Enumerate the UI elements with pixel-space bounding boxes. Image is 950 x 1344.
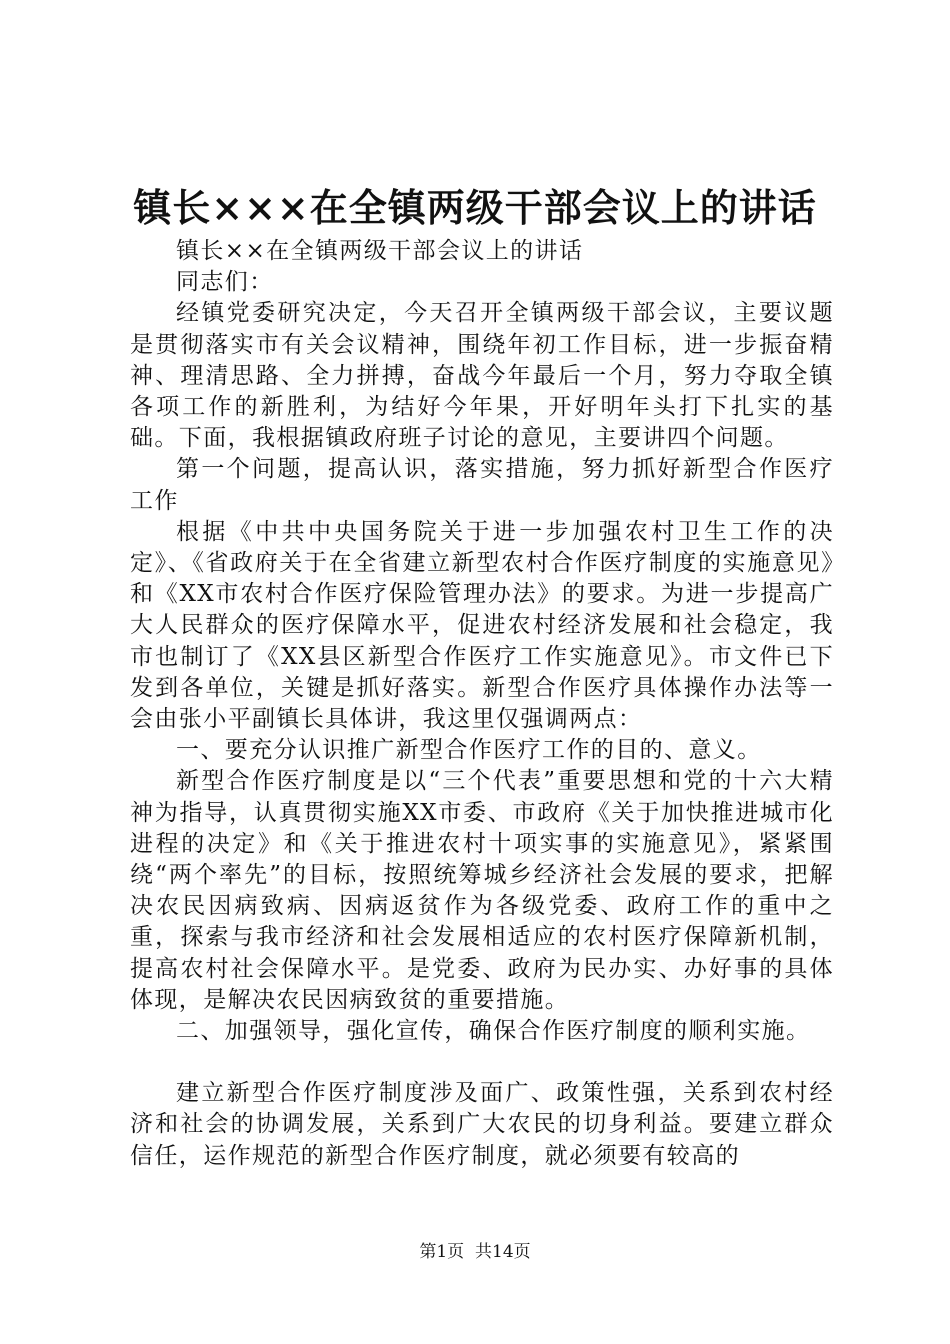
salutation-paragraph: 同志们：	[176, 269, 274, 296]
body-paragraph: 根据《中共中央国务院关于进一步加强农村卫生工作的决定》、《省政府关于在全省建立新型农村合作医疗制度的实施意见》和《XX市农村合作医疗保险管理办法》的要求。为进一步提高广大人民群众的医疗保障水平，促进农村经济发展和社会稳定，我市也制订了《XX县区新型合作医疗工作实施意见》。市文件已下发到各单位，关键是抓好落实。新型合作医疗具体操作办法等一会由张小平副镇长具体讲，我这里仅强调两点：	[130, 518, 834, 733]
body-paragraph: 建立新型合作医疗制度涉及面广、政策性强，关系到农村经济和社会的协调发展，关系到广大农民的切身利益。要建立群众信任，运作规范的新型合作医疗制度，就必须要有较高的	[130, 1080, 834, 1169]
body-paragraph: 新型合作医疗制度是以“三个代表”重要思想和党的十六大精神为指导，认真贯彻实施XX市委、市政府《关于加快推进城市化进程的决定》和《关于推进农村十项实事的实施意见》，紧紧围绕“两个率先”的目标，按照统筹城乡经济社会发展的要求，把解决农民因病致病、因病返贫作为各级党委、政府工作的重中之重，探索与我市经济和社会发展相适应的农村医疗保障新机制，提高农村社会保障水平。是党委、政府为民办实、办好事的具体体现，是解决农民因病致贫的重要措施。	[130, 768, 834, 1013]
document-title: 镇长×××在全镇两级干部会议上的讲话	[133, 185, 817, 230]
page-number: 第1页	[419, 1242, 465, 1262]
subsection-heading: 一、要充分认识推广新型合作医疗工作的目的、意义。	[176, 737, 762, 764]
subsection-heading: 二、加强领导，强化宣传，确保合作医疗制度的顺利实施。	[176, 1018, 811, 1045]
section-heading: 第一个问题，提高认识，落实措施，努力抓好新型合作医疗工作	[130, 456, 834, 514]
body-paragraph: 经镇党委研究决定，今天召开全镇两级干部会议，主要议题是贯彻落实市有关会议精神，围绕年初工作目标，进一步振奋精神、理清思路、全力拼搏，奋战今年最后一个月，努力夺取全镇各项工作的新胜利，为结好今年果，开好明年头打下扎实的基础。下面，我根据镇政府班子讨论的意见，主要讲四个问题。	[130, 300, 834, 452]
page-footer	[0, 1240, 950, 1264]
document-body	[130, 236, 834, 1172]
subtitle-paragraph: 镇长××在全镇两级干部会议上的讲话	[176, 238, 584, 264]
footer-spacer	[464, 1242, 475, 1262]
page-total: 共14页	[475, 1242, 531, 1262]
